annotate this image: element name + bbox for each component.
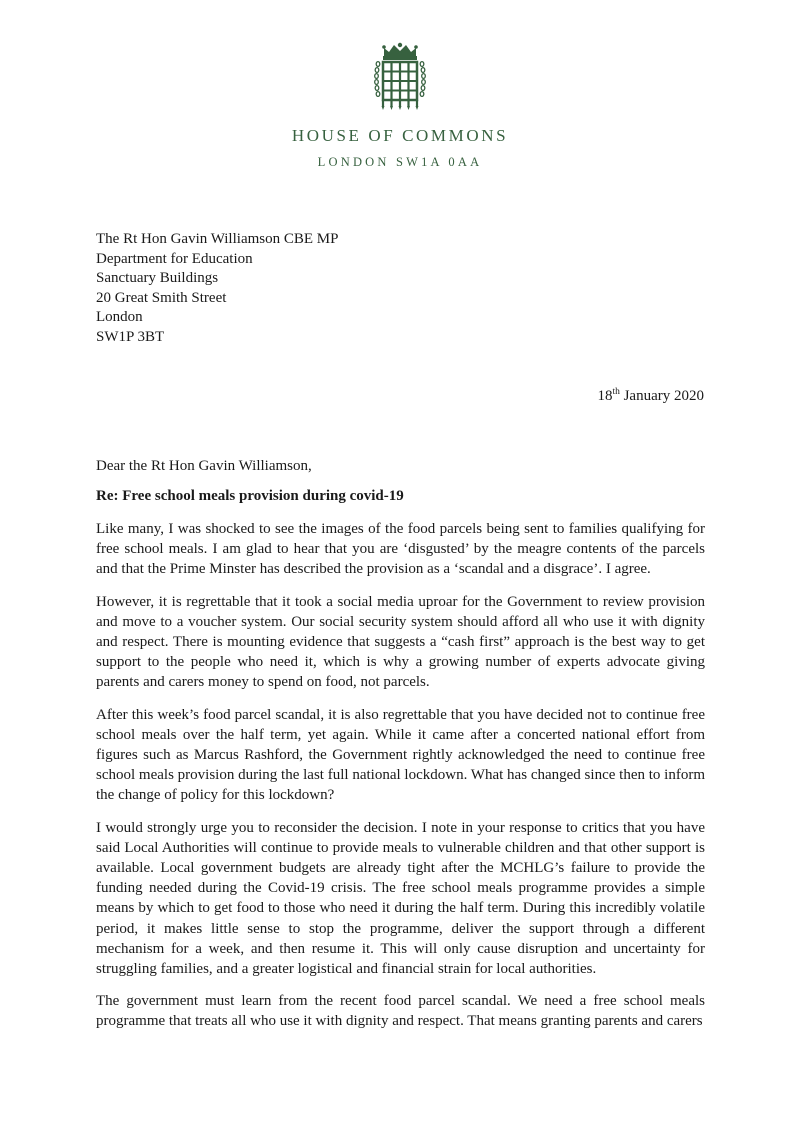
recipient-line: Department for Education (96, 250, 253, 267)
subject-line: Re: Free school meals provision during covid-19 (96, 488, 404, 504)
date-suffix: th (612, 387, 620, 397)
letter-date (597, 387, 704, 405)
salutation: Dear the Rt Hon Gavin Williamson, (96, 458, 312, 474)
body-paragraph: Like many, I was shocked to see the images of the food parcels being sent to families qualifying for free school meals. I am glad to hear that you are ‘disgusted’ by the meagre contents of the parcels and that the Prime Minster has described the provision as a ‘scandal and a disgrace’. I agree. (96, 521, 705, 578)
letterhead-name: HOUSE OF COMMONS (291, 126, 509, 145)
portcullis-crest-icon (370, 42, 430, 114)
body-paragraph: However, it is regrettable that it took a social media uproar for the Government to review provision and move to a voucher system. Our social security system should afford all who use it with dignity and respect. There is mounting evidence that suggests a “cash first” approach is the best way to get support to the people who need it, which is why a growing number of experts advocate giving parents and carers money to spend on food, not parcels. (96, 593, 705, 691)
date-day: 18 (597, 388, 613, 404)
recipient-line: 20 Great Smith Street (96, 289, 227, 306)
letter-body (96, 519, 705, 1044)
recipient-line: SW1P 3BT (96, 328, 165, 345)
recipient-line: The Rt Hon Gavin Williamson CBE MP (96, 231, 339, 247)
recipient-address (96, 230, 338, 347)
date-month-year: January 2020 (619, 388, 704, 404)
body-paragraph: I would strongly urge you to reconsider the decision. I note in your response to critics that you have said Local Authorities will continue to provide meals to vulnerable children and that other support is available. Local government budgets are already tight after the MCHLG’s failure to provide the funding needed during the Covid-19 crisis. The free school meals programme provides a simple means by which to get food to those who need it during the half term. During this incredibly volatile period, it makes little sense to stop the programme, deliver the support through a different mechanism for a week, and then resume it. This will only cause disruption and uncertainty for struggling families, and a greater logistical and financial strain for local authorities. (96, 819, 705, 978)
recipient-line: Sanctuary Buildings (96, 270, 219, 286)
body-paragraph: The government must learn from the recent food parcel scandal. We need a free school meals programme that treats all who use it with dignity and respect. That means granting parents and carers (96, 993, 705, 1030)
letterhead-address: LONDON SW1A 0AA (317, 155, 483, 169)
body-paragraph: After this week’s food parcel scandal, it is also regrettable that you have decided not to continue free school meals over the half term, yet again. While it came after a concerted national effort from figures such as Marcus Rashford, the Government rightly acknowledged the need to continue free school meals provision during the last full national lockdown. What has changed since then to inform the change of policy for this lockdown? (96, 706, 705, 804)
recipient-line: London (96, 309, 143, 325)
